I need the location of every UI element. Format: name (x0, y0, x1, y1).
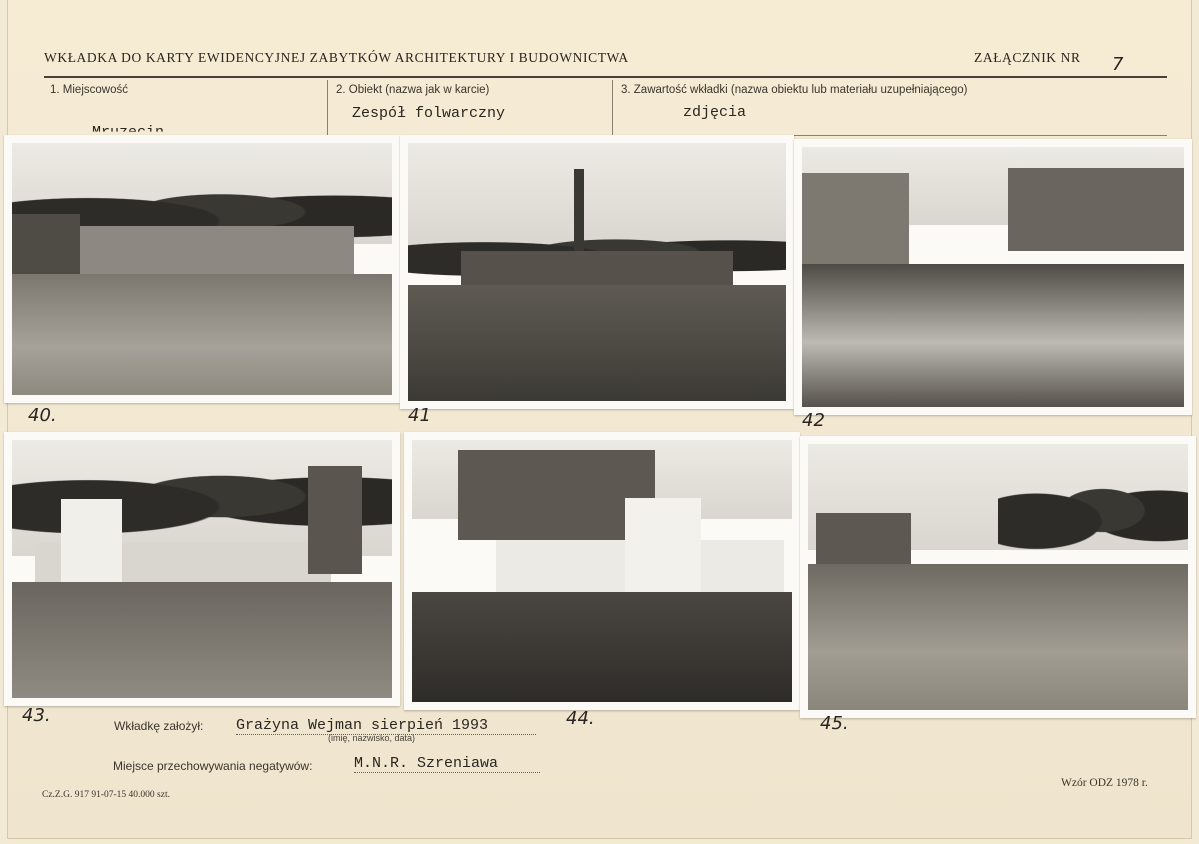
photo-number: 41 (408, 405, 431, 426)
attachment-label: ZAŁĄCZNIK NR (974, 50, 1081, 65)
object-label: 2. Obiekt (nazwa jak w karcie) (336, 84, 490, 96)
photo-42 (794, 139, 1192, 415)
template-id: Wzór ODZ 1978 r. (1061, 777, 1148, 789)
field-divider (327, 80, 328, 135)
attachment-number: 7 (1112, 54, 1124, 75)
sheet-title: WKŁADKA DO KARTY EWIDENCYJNEJ ZABYTKÓW ARCHITEKTURY I BUDOWNICTWA (44, 50, 629, 65)
photo-40 (4, 135, 400, 403)
storage-label: Miejsce przechowywania negatywów: (113, 759, 313, 773)
photo-41 (400, 135, 794, 409)
photo-number: 44. (566, 708, 595, 729)
photo-43 (4, 432, 400, 706)
author-hint: (imię, nazwisko, data) (328, 733, 416, 743)
storage-value: M.N.R. Szreniawa (354, 755, 540, 773)
photo-number: 45. (820, 713, 849, 734)
photo-45 (800, 436, 1196, 718)
field-divider (612, 80, 613, 135)
header-rule (44, 76, 1167, 78)
photo-number: 40. (28, 405, 57, 426)
photo-44 (404, 432, 800, 710)
photo-number: 42 (802, 410, 825, 431)
locality-label: 1. Miejscowość (50, 84, 128, 96)
print-info: Cz.Z.G. 917 91-07-15 40.000 szt. (42, 790, 170, 800)
content-label: 3. Zawartość wkładki (nazwa obiektu lub materiału uzupełniającego) (621, 84, 968, 96)
object-value: Zespół folwarczny (352, 105, 506, 122)
author-value: Grażyna Wejman sierpień 1993 (236, 717, 536, 735)
author-label: Wkładkę założył: (114, 719, 204, 733)
photo-number: 43. (22, 705, 51, 726)
content-value: zdjęcia (683, 104, 747, 121)
